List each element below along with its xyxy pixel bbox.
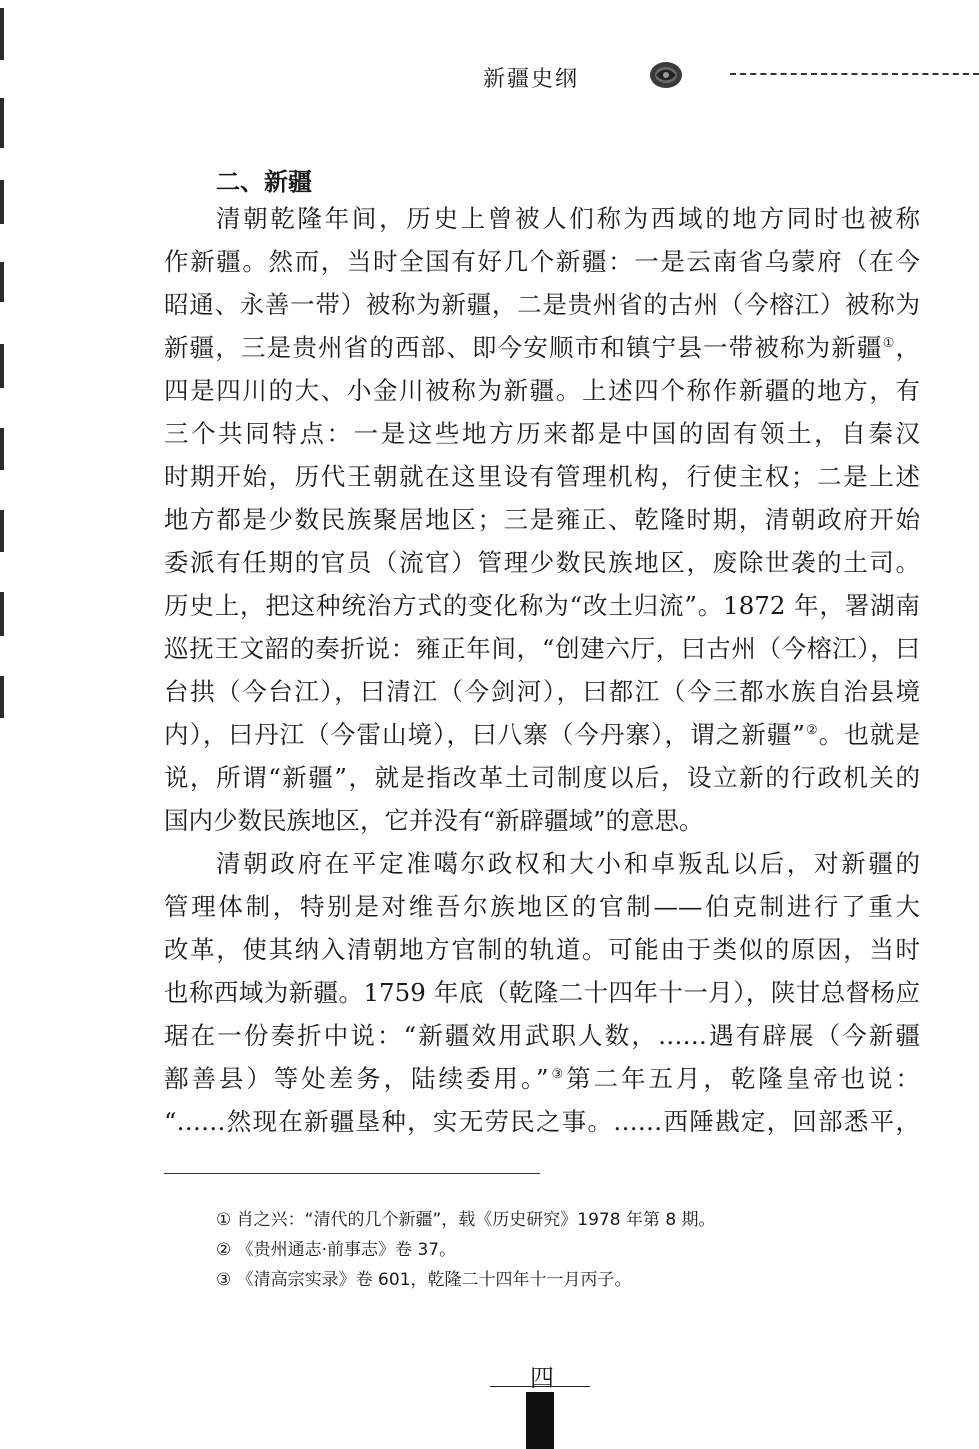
body-line: 巡抚王文韶的奏折说：雍正年间，“创建六厅，曰古州（今榕江），曰 (164, 634, 920, 663)
body-line: 台拱（今台江），曰清江（今剑河），曰都江（今三都水族自治县境 (164, 677, 920, 706)
body-line: 地方都是少数民族聚居地区；三是雍正、乾隆时期，清朝政府开始 (164, 505, 920, 534)
footnote (216, 1208, 716, 1232)
body-line: 国内少数民族地区，它并没有“新辟疆域”的意思。 (164, 806, 704, 835)
text-run: 内），曰丹江（今雷山境），曰八寨（今丹寨），谓之新疆” (164, 720, 805, 749)
footnote-text: 《贵州通志·前事志》卷 37。 (236, 1240, 457, 1260)
footnote-text: 《清高宗实录》卷 601，乾隆二十四年十一月丙子。 (236, 1270, 632, 1290)
binding-mark (0, 344, 4, 388)
body-line: 说，所谓“新疆”，就是指改革土司制度以后，设立新的行政机关的 (164, 763, 920, 792)
text-run: ， (895, 333, 920, 362)
binding-mark (0, 676, 4, 718)
footnote-mark: ① (216, 1210, 232, 1230)
page-number: 四 (530, 1364, 554, 1392)
body-line: 作新疆。然而，当时全国有好几个新疆：一是云南省乌蒙府（在今 (164, 247, 920, 276)
body-line: 历史上，把这种统治方式的变化称为“改土归流”。1872 年，署湖南 (164, 591, 920, 620)
body-line: 也称西域为新疆。1759 年底（乾隆二十四年十一月），陕甘总督杨应 (164, 978, 920, 1007)
footnote (216, 1238, 456, 1262)
body-line: “……然现在新疆垦种，实无劳民之事。……西陲戡定，回部悉平， (164, 1107, 920, 1136)
body-line: 琚在一份奏折中说：“新疆效用武职人数，……遇有辟展（今新疆 (164, 1021, 920, 1050)
body-line: 清朝政府在平定准噶尔政权和大小和卓叛乱以后，对新疆的 (216, 849, 920, 878)
binding-mark (0, 592, 4, 636)
body-line: 委派有任期的官员（流官）管理少数民族地区，废除世袭的土司。 (164, 548, 920, 577)
header-rule (730, 73, 979, 75)
footnote-mark: ② (216, 1240, 232, 1260)
running-title: 新疆史纲 (483, 67, 580, 92)
text-run: 新疆，三是贵州省的西部、即今安顺市和镇宁县一带被称为新疆 (164, 333, 883, 362)
body-line: 四是四川的大、小金川被称为新疆。上述四个称作新疆的地方，有 (164, 376, 920, 405)
body-line: 管理体制，特别是对维吾尔族地区的官制——伯克制进行了重大 (164, 892, 920, 921)
binding-mark (0, 180, 4, 224)
footnote-mark: ③ (216, 1270, 232, 1290)
text-run: 。也就是 (818, 720, 920, 749)
footnote-ref: ① (882, 335, 896, 351)
binding-mark (0, 428, 4, 470)
text-run: 鄯善县）等处差务，陆续委用。” (164, 1064, 549, 1093)
binding-mark (0, 8, 4, 60)
body-line: 时期开始，历代王朝就在这里设有管理机构，行使主权；二是上述 (164, 462, 920, 491)
footnote (216, 1268, 632, 1292)
body-line (164, 1064, 920, 1094)
footnote-rule (164, 1173, 540, 1174)
body-line: 清朝乾隆年间，历史上曾被人们称为西域的地方同时也被称 (216, 204, 920, 233)
body-line (164, 333, 920, 363)
binding-mark (0, 98, 4, 148)
body-line (164, 720, 920, 750)
footnote-ref: ③ (548, 1066, 567, 1082)
page-number-rule (490, 1386, 590, 1387)
body-line: 昭通、永善一带）被称为新疆，二是贵州省的古州（今榕江）被称为 (164, 290, 920, 319)
section-heading: 二、新疆 (216, 168, 312, 196)
body-line: 改革，使其纳入清朝地方官制的轨道。可能由于类似的原因，当时 (164, 935, 920, 964)
text-run: 第二年五月，乾隆皇帝也说： (566, 1064, 920, 1093)
footnote-text: 肖之兴：“清代的几个新疆”，载《历史研究》1978 年第 8 期。 (236, 1210, 716, 1230)
page-edge-bar (526, 1392, 554, 1449)
page-ornament-icon (648, 60, 684, 90)
body-line: 三个共同特点：一是这些地方历来都是中国的固有领土，自秦汉 (164, 419, 920, 448)
binding-mark (0, 510, 4, 552)
binding-mark (0, 262, 4, 302)
footnote-ref: ② (804, 722, 819, 738)
